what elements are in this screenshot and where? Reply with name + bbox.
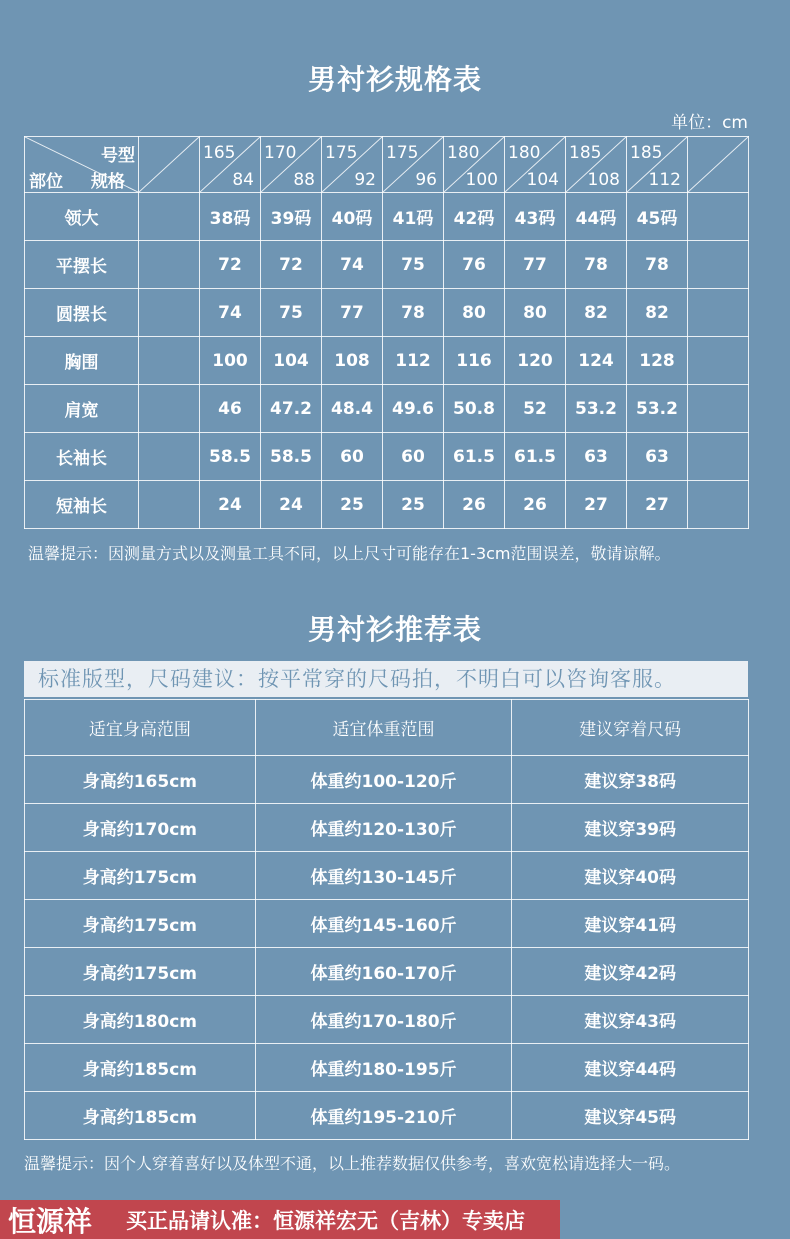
- spec-cell: 46: [200, 385, 261, 433]
- spec-title: 男衬衫规格表: [307, 63, 482, 96]
- spec-cell: 41码: [383, 193, 444, 241]
- spec-row: [25, 289, 749, 337]
- spec-row-label: 领大: [25, 193, 139, 241]
- spec-cell: 63: [566, 433, 627, 481]
- rec-height-cell: 身高约180cm: [25, 996, 256, 1044]
- spec-cell: 45码: [627, 193, 688, 241]
- spec-row-tail: [688, 385, 749, 433]
- spec-cell: 116: [444, 337, 505, 385]
- spec-cell: 26: [505, 481, 566, 529]
- spec-cell: 82: [627, 289, 688, 337]
- spec-cell: 80: [444, 289, 505, 337]
- spec-cell: 78: [627, 241, 688, 289]
- rec-row: [25, 900, 749, 948]
- spec-row: [25, 481, 749, 529]
- spec-cell: 74: [322, 241, 383, 289]
- rec-size-cell: 建议穿41码: [512, 900, 749, 948]
- spec-cell: 40码: [322, 193, 383, 241]
- spec-cell: 25: [322, 481, 383, 529]
- brand-logo: 恒源祥: [8, 1204, 93, 1238]
- spec-cell: 47.2: [261, 385, 322, 433]
- size-height: 180: [447, 143, 480, 163]
- spec-cell: 63: [627, 433, 688, 481]
- spec-cell: 100: [200, 337, 261, 385]
- size-chest: 88: [293, 170, 315, 190]
- size-header-cell: [200, 137, 261, 193]
- size-header-cell: [322, 137, 383, 193]
- rec-weight-cell: 体重约120-130斤: [255, 804, 512, 852]
- spec-row-blank: [139, 337, 200, 385]
- spec-cell: 50.8: [444, 385, 505, 433]
- rec-size-cell: 建议穿44码: [512, 1044, 749, 1092]
- spec-table: [24, 136, 749, 529]
- size-header-cell: [566, 137, 627, 193]
- rec-size-cell: 建议穿43码: [512, 996, 749, 1044]
- spec-cell: 26: [444, 481, 505, 529]
- rec-note: 温馨提示：因个人穿着喜好以及体型不通，以上推荐数据仅供参考，喜欢宽松请选择大一码。: [24, 1154, 681, 1173]
- spec-cell: 25: [383, 481, 444, 529]
- size-height: 180: [508, 143, 541, 163]
- size-chest: 92: [354, 170, 376, 190]
- spec-cell: 27: [627, 481, 688, 529]
- spec-note: 温馨提示：因测量方式以及测量工具不同，以上尺寸可能存在1-3cm范围误差，敬请谅解。: [28, 544, 671, 563]
- rec-row: [25, 996, 749, 1044]
- spec-row-label: 圆摆长: [25, 289, 139, 337]
- size-header-cell: [627, 137, 688, 193]
- spec-cell: 53.2: [627, 385, 688, 433]
- spec-row-tail: [688, 481, 749, 529]
- spec-cell: 61.5: [444, 433, 505, 481]
- spec-cell: 120: [505, 337, 566, 385]
- rec-weight-cell: 体重约170-180斤: [255, 996, 512, 1044]
- spec-cell: 60: [383, 433, 444, 481]
- size-height: 185: [630, 143, 663, 163]
- rec-header-height: 适宜身高范围: [25, 700, 256, 756]
- rec-weight-cell: 体重约130-145斤: [255, 852, 512, 900]
- rec-row: [25, 756, 749, 804]
- size-header-cell: [383, 137, 444, 193]
- size-height: 175: [386, 143, 419, 163]
- spec-cell: 42码: [444, 193, 505, 241]
- rec-weight-cell: 体重约100-120斤: [255, 756, 512, 804]
- size-chest: 104: [526, 170, 559, 190]
- blank-diagonal: [139, 137, 199, 192]
- spec-row-blank: [139, 481, 200, 529]
- spec-cell: 43码: [505, 193, 566, 241]
- spec-cell: 112: [383, 337, 444, 385]
- rec-title: 男衬衫推荐表: [307, 613, 482, 646]
- spec-cell: 75: [383, 241, 444, 289]
- size-chest: 96: [415, 170, 437, 190]
- rec-height-cell: 身高约175cm: [25, 948, 256, 996]
- rec-banner: 标准版型，尺码建议：按平常穿的尺码拍，不明白可以咨询客服。: [24, 661, 748, 697]
- rec-weight-cell: 体重约160-170斤: [255, 948, 512, 996]
- rec-row: [25, 948, 749, 996]
- spec-cell: 58.5: [261, 433, 322, 481]
- spec-header-row: [25, 137, 749, 193]
- rec-height-cell: 身高约175cm: [25, 852, 256, 900]
- spec-cell: 38码: [200, 193, 261, 241]
- spec-row: [25, 241, 749, 289]
- spec-cell: 77: [322, 289, 383, 337]
- spec-row-tail: [688, 433, 749, 481]
- spec-cell: 48.4: [322, 385, 383, 433]
- rec-header-row: [25, 700, 749, 756]
- footer-text: 买正品请认准：恒源祥宏无（吉林）专卖店: [126, 1208, 525, 1233]
- spec-row-blank: [139, 385, 200, 433]
- spec-cell: 78: [383, 289, 444, 337]
- spec-cell: 53.2: [566, 385, 627, 433]
- size-chest: 100: [465, 170, 498, 190]
- rec-size-cell: 建议穿39码: [512, 804, 749, 852]
- spec-cell: 49.6: [383, 385, 444, 433]
- spec-row-label: 长袖长: [25, 433, 139, 481]
- spec-row-tail: [688, 337, 749, 385]
- spec-header-tail: [688, 137, 749, 193]
- spec-row-label: 胸围: [25, 337, 139, 385]
- rec-height-cell: 身高约170cm: [25, 804, 256, 852]
- spec-row: [25, 385, 749, 433]
- spec-cell: 24: [261, 481, 322, 529]
- size-header-cell: [261, 137, 322, 193]
- spec-cell: 58.5: [200, 433, 261, 481]
- size-chest: 84: [232, 170, 254, 190]
- header-size-type: 号型: [101, 146, 135, 166]
- spec-cell: 128: [627, 337, 688, 385]
- rec-weight-cell: 体重约145-160斤: [255, 900, 512, 948]
- spec-corner-header: [25, 137, 139, 193]
- spec-cell: 61.5: [505, 433, 566, 481]
- spec-row: [25, 433, 749, 481]
- rec-row: [25, 852, 749, 900]
- rec-header-size: 建议穿着尺码: [512, 700, 749, 756]
- spec-cell: 39码: [261, 193, 322, 241]
- spec-cell: 76: [444, 241, 505, 289]
- size-height: 165: [203, 143, 236, 163]
- spec-cell: 60: [322, 433, 383, 481]
- size-height: 175: [325, 143, 358, 163]
- spec-row-blank: [139, 193, 200, 241]
- spec-cell: 80: [505, 289, 566, 337]
- rec-weight-cell: 体重约195-210斤: [255, 1092, 512, 1140]
- spec-cell: 78: [566, 241, 627, 289]
- spec-cell: 75: [261, 289, 322, 337]
- spec-cell: 72: [200, 241, 261, 289]
- rec-row: [25, 1092, 749, 1140]
- spec-row-label: 短袖长: [25, 481, 139, 529]
- spec-cell: 108: [322, 337, 383, 385]
- rec-height-cell: 身高约175cm: [25, 900, 256, 948]
- spec-row-blank: [139, 289, 200, 337]
- rec-height-cell: 身高约165cm: [25, 756, 256, 804]
- rec-row: [25, 804, 749, 852]
- rec-table: [24, 699, 749, 1140]
- spec-cell: 27: [566, 481, 627, 529]
- tail-diagonal: [688, 137, 748, 192]
- rec-height-cell: 身高约185cm: [25, 1092, 256, 1140]
- rec-weight-cell: 体重约180-195斤: [255, 1044, 512, 1092]
- header-part: 部位: [29, 172, 63, 192]
- rec-header-weight: 适宜体重范围: [255, 700, 512, 756]
- spec-row-label: 肩宽: [25, 385, 139, 433]
- size-height: 185: [569, 143, 602, 163]
- spec-cell: 44码: [566, 193, 627, 241]
- spec-header-blank: [139, 137, 200, 193]
- unit-label: 单位：cm: [671, 113, 748, 133]
- size-chest: 112: [648, 170, 681, 190]
- spec-row-tail: [688, 241, 749, 289]
- spec-row-tail: [688, 289, 749, 337]
- spec-cell: 72: [261, 241, 322, 289]
- spec-cell: 24: [200, 481, 261, 529]
- spec-row-blank: [139, 241, 200, 289]
- spec-row-label: 平摆长: [25, 241, 139, 289]
- spec-cell: 52: [505, 385, 566, 433]
- rec-size-cell: 建议穿38码: [512, 756, 749, 804]
- size-header-cell: [505, 137, 566, 193]
- footer-bar: [0, 1200, 560, 1239]
- spec-cell: 77: [505, 241, 566, 289]
- spec-cell: 124: [566, 337, 627, 385]
- spec-row-tail: [688, 193, 749, 241]
- rec-size-cell: 建议穿40码: [512, 852, 749, 900]
- spec-cell: 82: [566, 289, 627, 337]
- spec-row: [25, 193, 749, 241]
- header-spec: 规格: [91, 172, 125, 192]
- spec-row: [25, 337, 749, 385]
- rec-size-cell: 建议穿45码: [512, 1092, 749, 1140]
- spec-cell: 74: [200, 289, 261, 337]
- rec-height-cell: 身高约185cm: [25, 1044, 256, 1092]
- size-header-cell: [444, 137, 505, 193]
- rec-size-cell: 建议穿42码: [512, 948, 749, 996]
- rec-row: [25, 1044, 749, 1092]
- spec-row-blank: [139, 433, 200, 481]
- size-height: 170: [264, 143, 297, 163]
- size-chest: 108: [587, 170, 620, 190]
- spec-cell: 104: [261, 337, 322, 385]
